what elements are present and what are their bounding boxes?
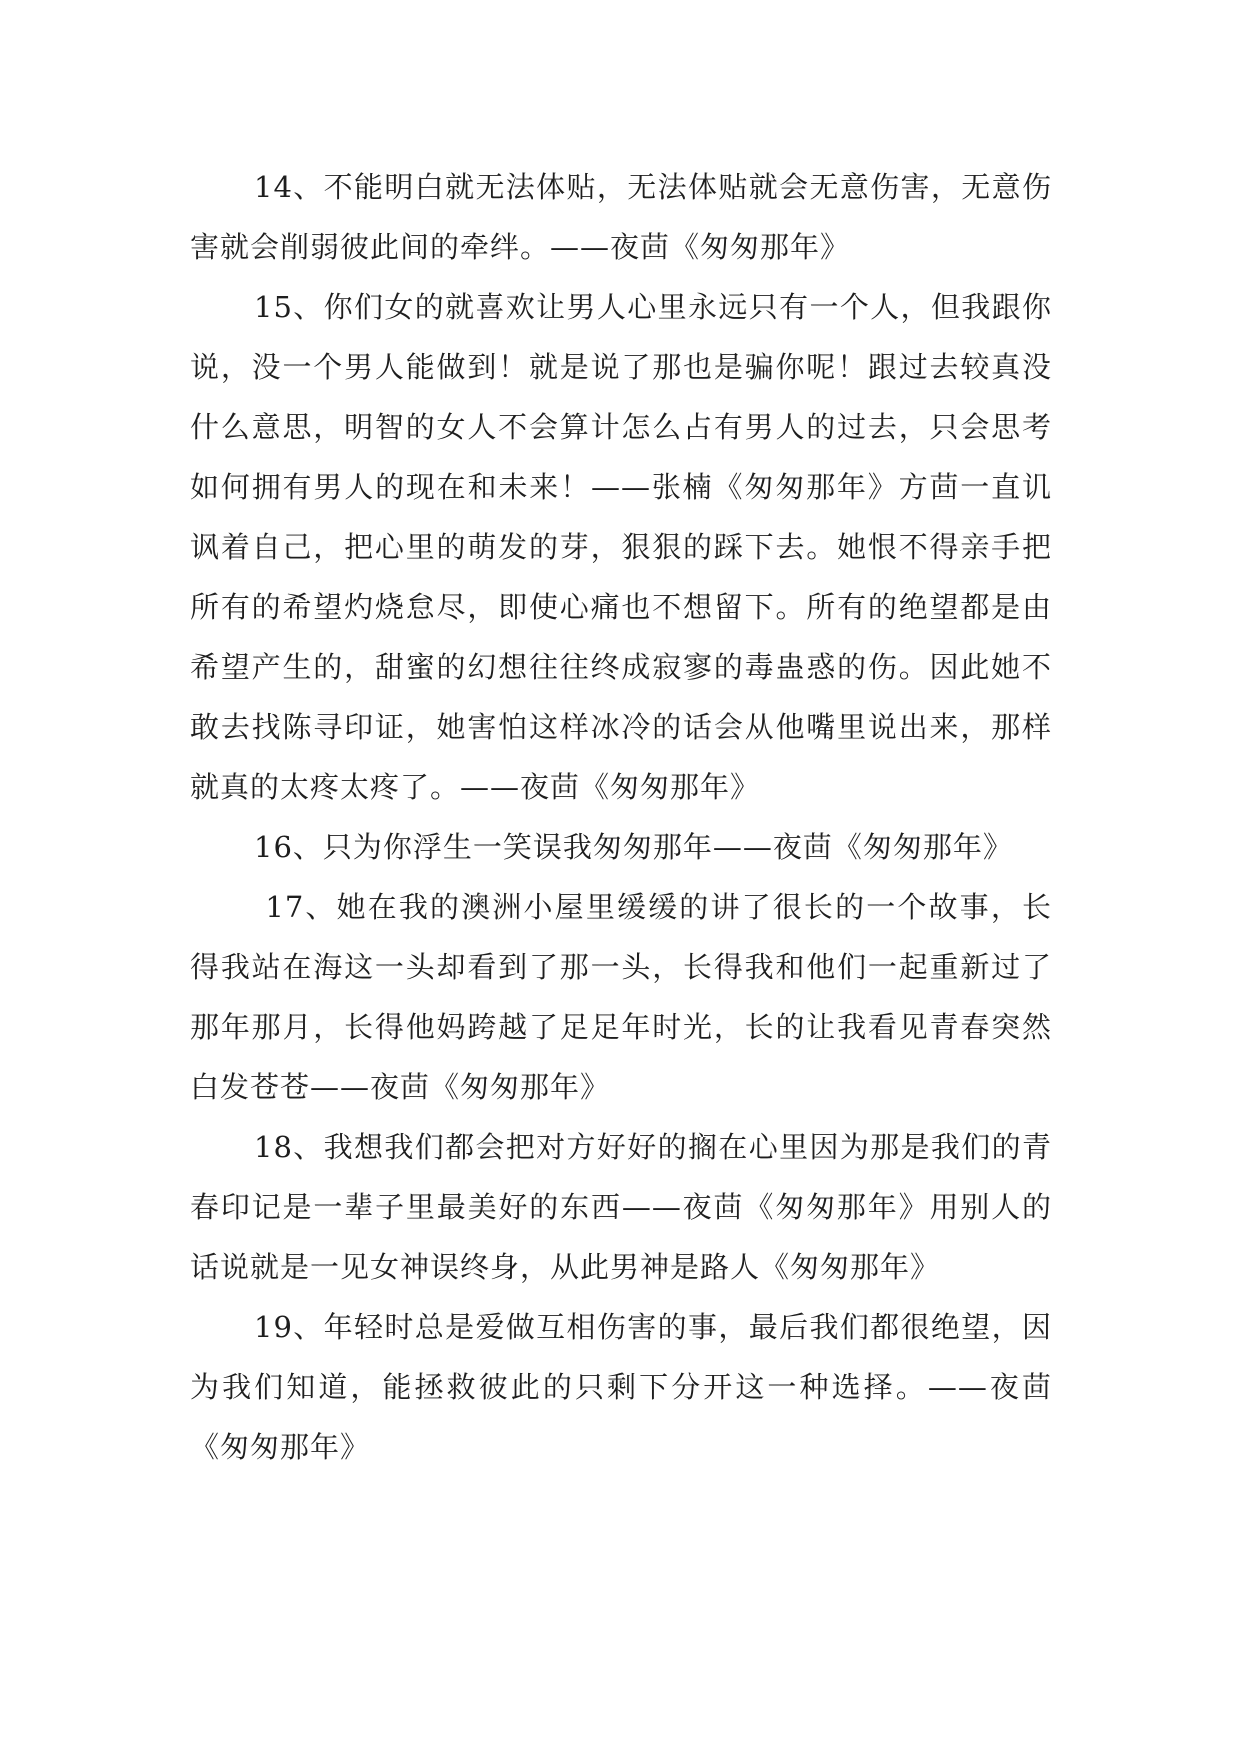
- quote-paragraph-14: 14、不能明白就无法体贴，无法体贴就会无意伤害，无意伤害就会削弱彼此间的牵绊。——夜茴《匆匆那年》: [190, 170, 1052, 264]
- quote-paragraph-16: 16、只为你浮生一笑误我匆匆那年——夜茴《匆匆那年》: [254, 830, 1013, 864]
- quote-paragraph-19: 19、年轻时总是爱做互相伤害的事，最后我们都很绝望，因为我们知道，能拯救彼此的只剩下分开这一种选择。——夜茴《匆匆那年》: [190, 1310, 1052, 1464]
- quote-paragraph-17: 17、她在我的澳洲小屋里缓缓的讲了很长的一个故事，长得我站在海这一头却看到了那一头，长得我和他们一起重新过了那年那月，长得他妈跨越了足足年时光，长的让我看见青春突然白发苍苍——夜茴《匆匆那年》: [190, 890, 1052, 1104]
- quote-paragraph-15: 15、你们女的就喜欢让男人心里永远只有一个人，但我跟你说，没一个男人能做到！就是说了那也是骗你呢！跟过去较真没什么意思，明智的女人不会算计怎么占有男人的过去，只会思考如何拥有男人的现在和未来！——张楠《匆匆那年》方茴一直讥讽着自己，把心里的萌发的芽，狠狠的踩下去。她恨不得亲手把所有的希望灼烧怠尽，即使心痛也不想留下。所有的绝望都是由希望产生的，甜蜜的幻想往往终成寂寥的毒蛊惑的伤。因此她不敢去找陈寻印证，她害怕这样冰冷的话会从他嘴里说出来，那样就真的太疼太疼了。——夜茴《匆匆那年》: [190, 290, 1052, 804]
- document-body: [190, 157, 1052, 1477]
- quote-paragraph-18: 18、我想我们都会把对方好好的搁在心里因为那是我们的青春印记是一辈子里最美好的东西——夜茴《匆匆那年》用别人的话说就是一见女神误终身，从此男神是路人《匆匆那年》: [190, 1130, 1052, 1284]
